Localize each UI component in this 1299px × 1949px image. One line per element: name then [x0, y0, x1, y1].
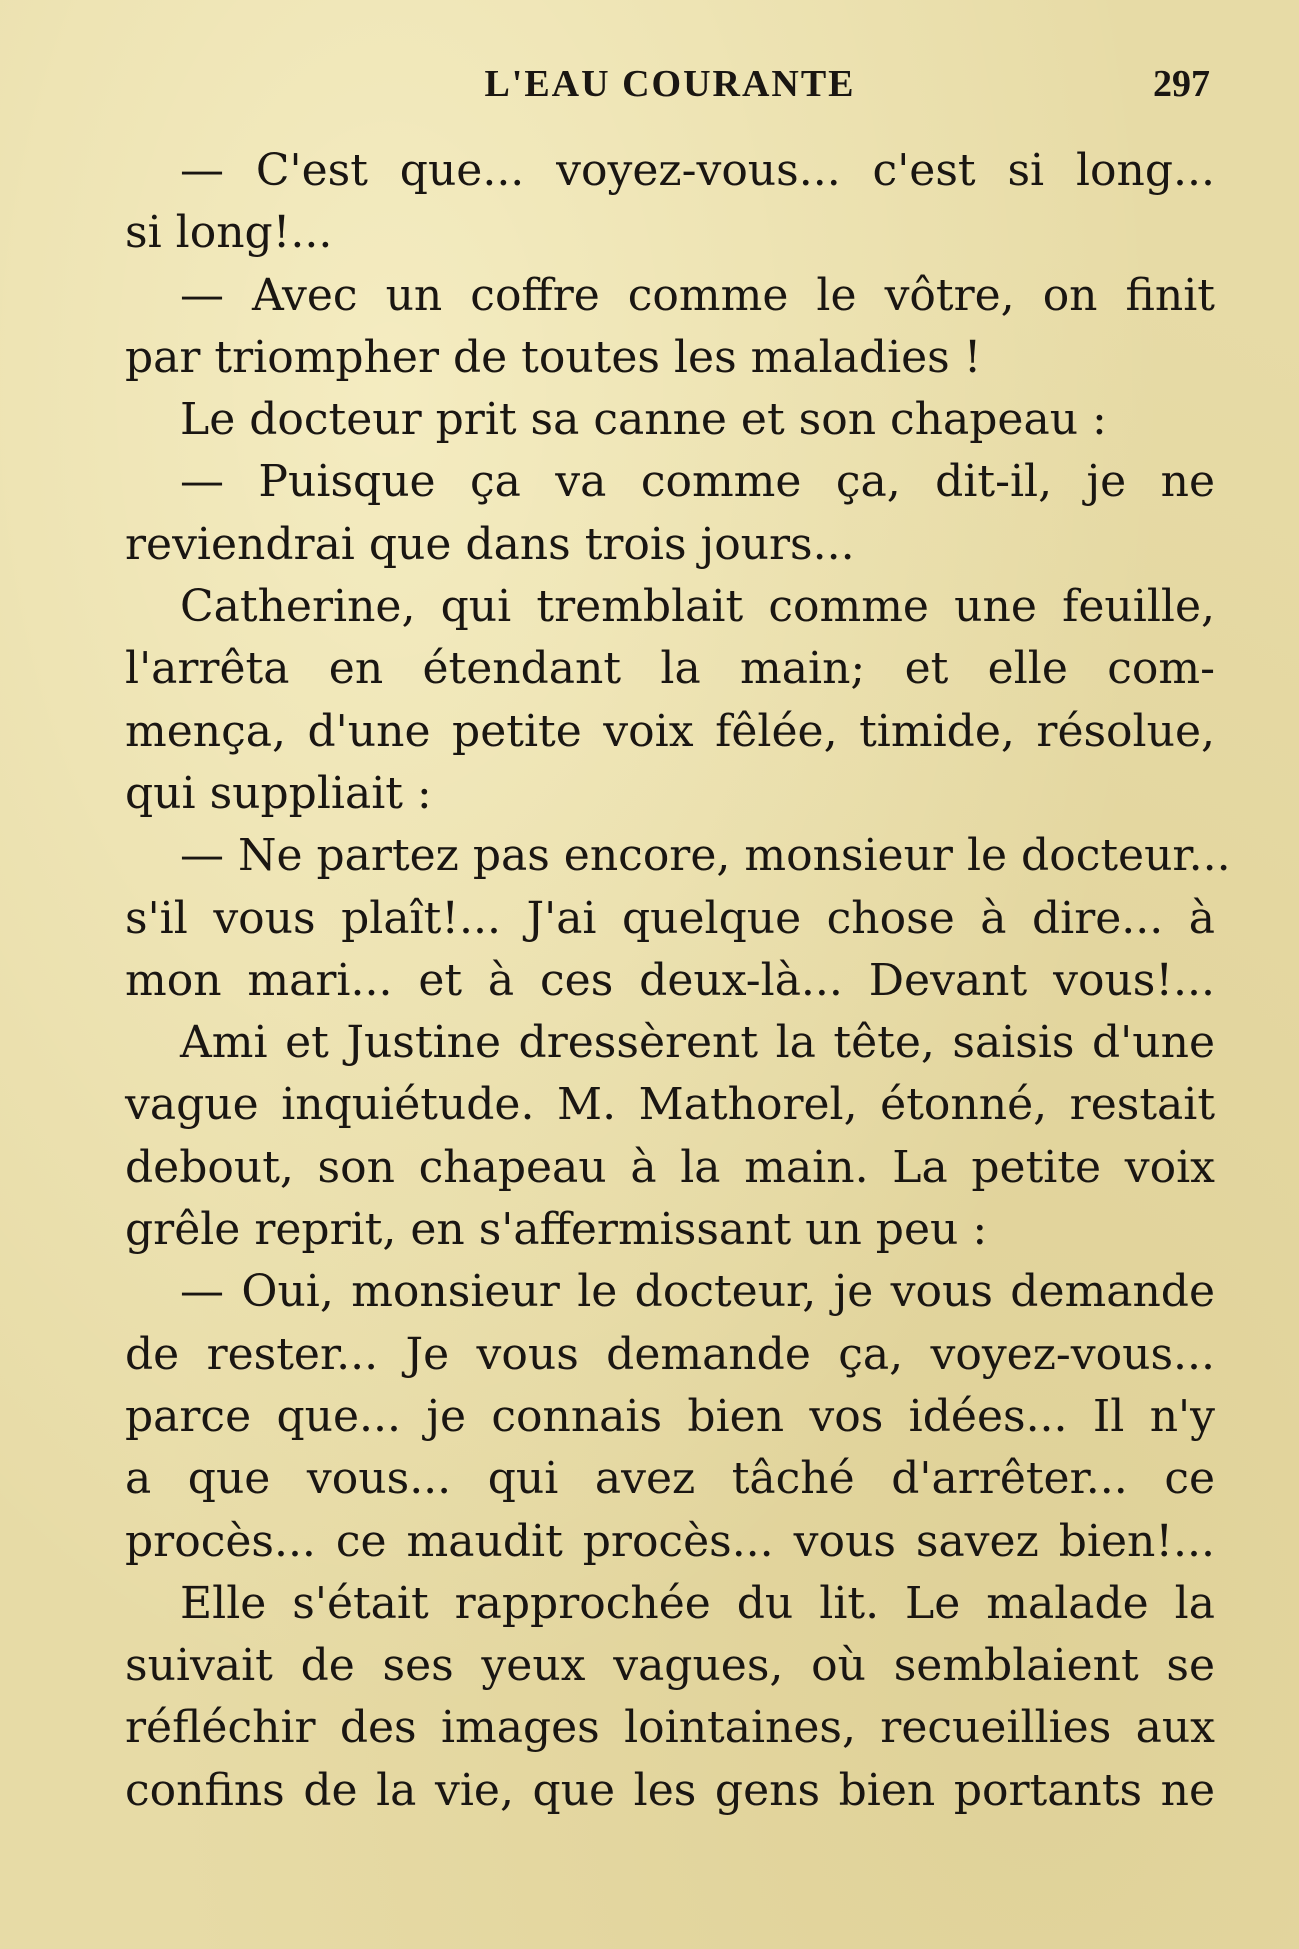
page-number: 297: [1153, 63, 1210, 105]
text-line: reviendrai que dans trois jours...: [125, 518, 855, 570]
text-line: mença, d'une petite voix fêlée, timide, résolue,: [125, 705, 1215, 757]
text-line: mon mari... et à ces deux-là... Devant vous!...: [125, 954, 1215, 1006]
text-line: — Oui, monsieur le docteur, je vous demande: [180, 1266, 1215, 1318]
text-line: Catherine, qui tremblait comme une feuille,: [180, 581, 1215, 633]
text-line: confins de la vie, que les gens bien portants ne: [125, 1764, 1215, 1816]
running-head: [130, 62, 1210, 112]
text-line: s'il vous plaît!... J'ai quelque chose à dire... à: [125, 892, 1215, 944]
text-line: Elle s'était rapprochée du lit. Le malade la: [180, 1577, 1215, 1629]
text-line: réfléchir des images lointaines, recueillies aux: [125, 1702, 1215, 1754]
text-line: Ami et Justine dressèrent la tête, saisis d'une: [180, 1017, 1215, 1069]
running-title: L'EAU COURANTE: [484, 63, 856, 105]
text-line: par triompher de toutes les maladies !: [125, 331, 982, 383]
text-line: a que vous... qui avez tâché d'arrêter... ce: [125, 1453, 1215, 1505]
body-text: [125, 140, 1231, 1822]
text-line: qui suppliait :: [125, 767, 432, 819]
text-line: si long!...: [125, 207, 333, 259]
text-line: vague inquiétude. M. Mathorel, étonné, restait: [125, 1079, 1215, 1131]
text-line: — Puisque ça va comme ça, dit-il, je ne: [180, 456, 1215, 508]
text-line: parce que... je connais bien vos idées... Il n'y: [125, 1390, 1215, 1442]
text-line: — Ne partez pas encore, monsieur le docteur...: [180, 830, 1231, 882]
text-line: procès... ce maudit procès... vous savez bien!...: [125, 1515, 1215, 1567]
text-line: — Avec un coffre comme le vôtre, on finit: [180, 269, 1215, 321]
text-line: l'arrêta en étendant la main; et elle com-: [125, 643, 1215, 695]
text-line: de rester... Je vous demande ça, voyez-vous...: [125, 1328, 1215, 1380]
text-line: debout, son chapeau à la main. La petite voix: [125, 1141, 1215, 1193]
text-line: Le docteur prit sa canne et son chapeau :: [180, 394, 1107, 446]
text-line: grêle reprit, en s'affermissant un peu :: [125, 1204, 988, 1256]
text-line: — C'est que... voyez-vous... c'est si long...: [180, 145, 1215, 196]
text-line: suivait de ses yeux vagues, où semblaient se: [125, 1640, 1215, 1692]
